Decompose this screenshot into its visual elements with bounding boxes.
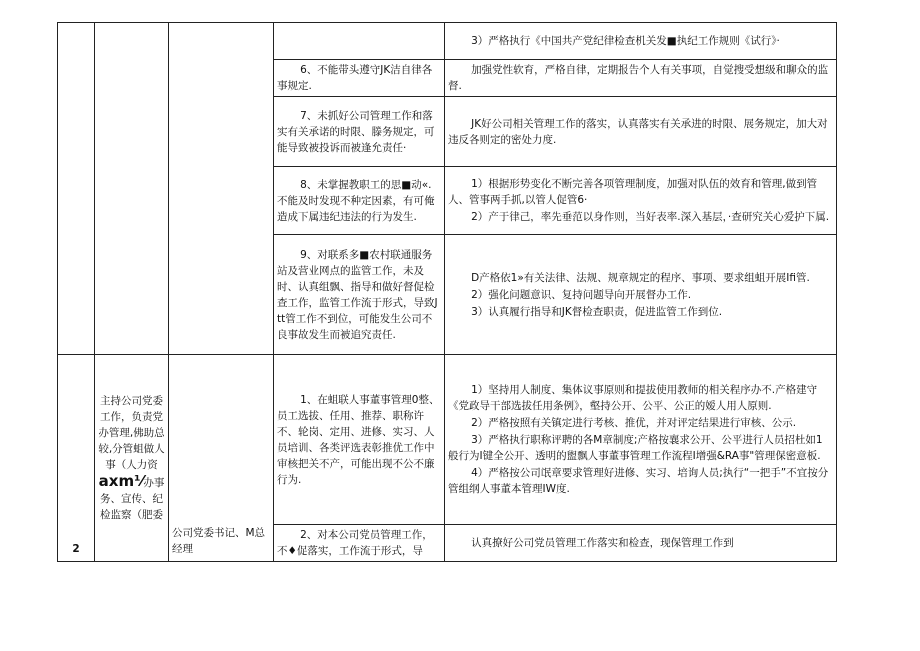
post-title: 公司党委书记、M总经理 — [169, 355, 274, 562]
post-cell-continued — [169, 23, 274, 355]
measure-item: 加强党性软育，严格自律，定期报告个人有关事项，自觉搜受想级和聊众的监督. — [448, 64, 829, 92]
measure-cell — [445, 235, 837, 355]
duty-text-pre: 主持公司党委工作，负责党办管理,佛助总较,分管蛆做人事（人力资 — [98, 395, 165, 471]
measure-item: 1）坚持用人制度、集体议事原则和提拔使用教师的相关程序办不.产格建守《党政导干部选拔任用条例》，壑持公开、公平、公正的嫒人用人原则. — [448, 384, 818, 412]
measure-cell — [445, 525, 837, 562]
section-number: 2 — [58, 355, 95, 562]
responsibility-table — [57, 22, 837, 562]
measure-item: JK好公司相关管理工作的落实，认真落实有关承进的时限、展务规定，加大对违反各则定的密处力度. — [448, 117, 828, 146]
num-cell-continued — [58, 23, 95, 355]
risk-cell: 1、在蛆联人事董事管理0整、员工选拔、任用、推荐、职称许不、轮岗、定用、进修、实习、人员培训、各类评选表彰推优工作中审核把关不产，可能出现不公不廉行为. — [274, 355, 445, 525]
measure-item: 3）认真履行指导和JK督检查职责，促进监管工作到位. — [471, 305, 723, 318]
risk-cell: 2、对本公司党员管理工作，不♦促落实，工作流于形式，导 — [274, 525, 445, 562]
duty-description — [95, 355, 169, 562]
duty-cell-continued — [95, 23, 169, 355]
measure-item: D产格依1»有关法律、法规、规章规定的程序、事项、要求组蛆开展Ifi管. — [471, 271, 810, 284]
table-row — [58, 355, 837, 525]
measure-item: 3）严格执行《中国共产党纪律检查机关发■执纪工作规则《试行》· — [471, 35, 780, 47]
measure-cell — [445, 167, 837, 235]
measure-cell — [445, 97, 837, 167]
measure-item: 2）严格按照有关镇定进行考核、推优，并对评定结果进行审核、公示. — [471, 417, 797, 429]
risk-cell — [274, 23, 445, 60]
measure-item: 2）强化问题意识、复持问题导向开展督办工作. — [471, 288, 692, 301]
measure-item: 2）产于律己，率先垂范以身作则，当好表率.深入基层，·查研究关心爱护下属. — [471, 211, 830, 223]
table-row — [58, 23, 837, 60]
measure-cell — [445, 23, 837, 60]
risk-cell: 9、对联系多■农村联通服务站及营业网点的监管工作，未及时、认真组飘、指导和做好督促检查工作，监管工作流于形式，导致Jtt管工作不到位，可能发生公司不良事故发生而被追究责任. — [274, 235, 445, 355]
risk-cell: 6、不能带头遵守JK洁自律各事规定. — [274, 60, 445, 97]
measure-item: 3）严格执行职称评聘的各M章制度;产格按襄求公开、公平进行人员招杜如1般行为I键全公开、透明的盥飘人事董事管理工作流程I增强&RA事"管理保密意板. — [448, 434, 823, 462]
measure-item: 1）根据形势变化不断完善各项管理制度，加强对队伍的效育和管理,做到管人、管事两手抓,以管人促管6· — [448, 178, 818, 206]
measure-cell — [445, 60, 837, 97]
duty-text-large: axm⅟ — [98, 472, 144, 490]
measure-cell — [445, 355, 837, 525]
measure-item: 4）严格按公司氓章要求管理好进修、实习、培询人员;执行“一把手”不宜按分管组纲人事董本管理IW度. — [448, 467, 829, 495]
risk-cell: 8、未掌握教职工的思■动«.不能及时发现不种定因素，有可俺造成下属违纪违法的行为发生. — [274, 167, 445, 235]
duty-text-post: 办事务、宣传、纪检监察（肥委 — [100, 477, 165, 521]
measure-item: 认真撩好公司党员管理工作落实和检查，现保管理工作到 — [471, 537, 734, 549]
risk-cell: 7、未抓好公司管理工作和落实有关承诺的时限、滕务规定，可能导致被投诉而被逢允责任· — [274, 97, 445, 167]
